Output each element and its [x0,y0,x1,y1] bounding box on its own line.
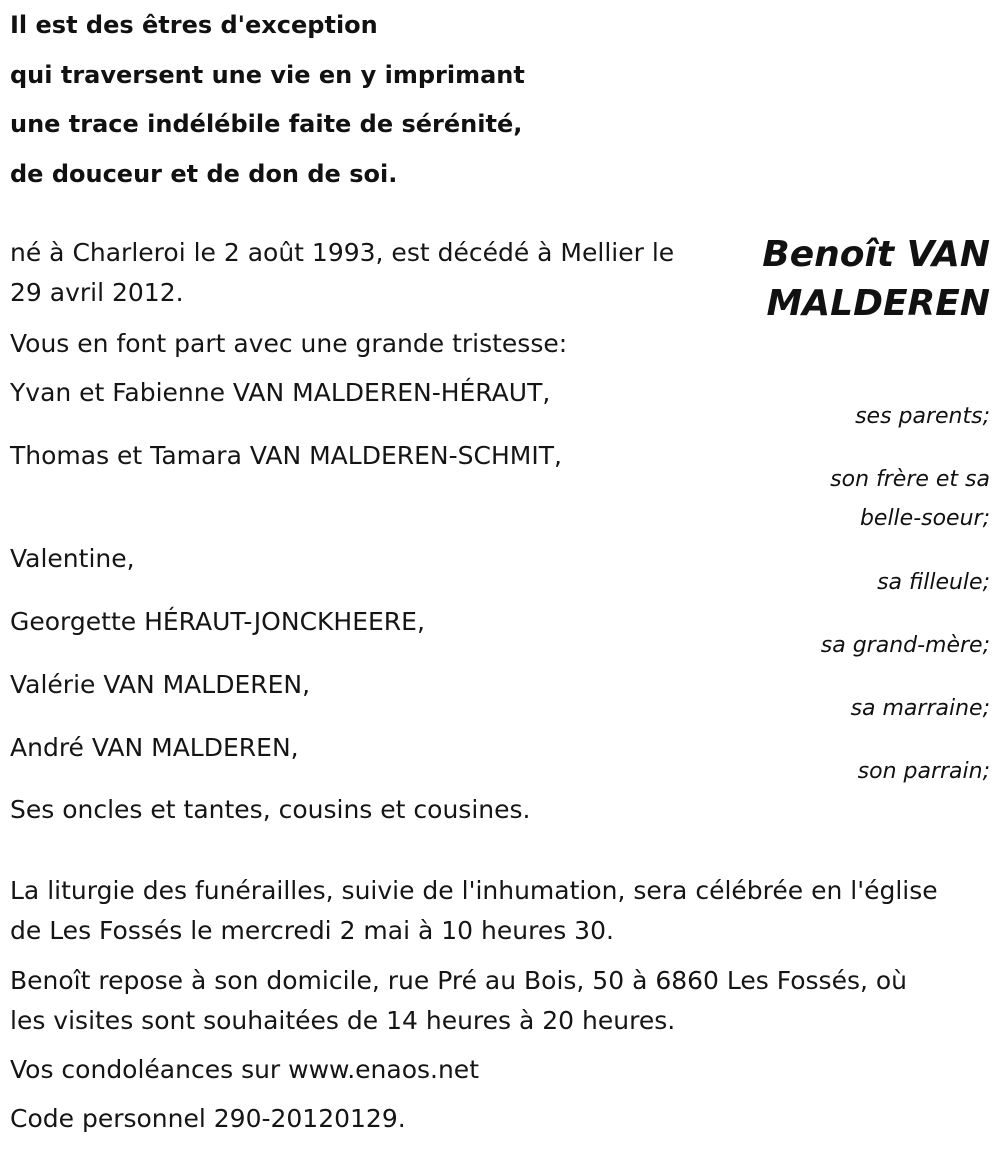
deceased-name-line-1: Benoît VAN [762,234,990,275]
extended-family: Ses oncles et tantes, cousins et cousines. [10,795,531,824]
family-member-relation: belle-soeur; [859,506,990,531]
family-member-name: André VAN MALDEREN, [10,733,299,762]
family-member-relation: son frère et sa [830,467,990,492]
family-member-relation: sa filleule; [877,570,990,595]
visitation-line-1: Benoît repose à son domicile, rue Pré au Bois, 50 à 6860 Les Fossés, où [10,966,908,995]
funeral-line-1: La liturgie des funérailles, suivie de l'inhumation, sera célébrée en l'église [10,876,938,905]
announcement-intro: Vous en font part avec une grande tristesse: [10,329,568,358]
family-member-name: Thomas et Tamara VAN MALDEREN-SCHMIT, [10,441,562,470]
family-member-name: Valentine, [10,544,135,573]
family-member-relation: sa grand-mère; [820,633,990,658]
verse-line-2: qui traversent une vie en y imprimant [10,61,525,89]
birth-death-line-2: 29 avril 2012. [10,278,184,307]
family-member-name: Georgette HÉRAUT-JONCKHEERE, [10,607,425,636]
family-member-name: Yvan et Fabienne VAN MALDEREN-HÉRAUT, [10,378,551,407]
verse-line-1: Il est des êtres d'exception [10,11,378,39]
verse-line-3: une trace indélébile faite de sérénité, [10,110,523,138]
condolences-link-text: Vos condoléances sur www.enaos.net [10,1055,479,1084]
family-member-relation: sa marraine; [850,696,990,721]
personal-code: Code personnel 290-20120129. [10,1104,406,1133]
visitation-line-2: les visites sont souhaitées de 14 heures à 20 heures. [10,1006,676,1035]
funeral-line-2: de Les Fossés le mercredi 2 mai à 10 heures 30. [10,916,614,945]
family-member-name: Valérie VAN MALDEREN, [10,670,311,699]
family-member-relation: ses parents; [855,404,990,429]
deceased-name-line-2: MALDEREN [766,283,990,324]
birth-death-line-1: né à Charleroi le 2 août 1993, est décédé à Mellier le [10,238,675,267]
family-member-relation: son parrain; [857,759,990,784]
verse-line-4: de douceur et de don de soi. [10,160,398,188]
